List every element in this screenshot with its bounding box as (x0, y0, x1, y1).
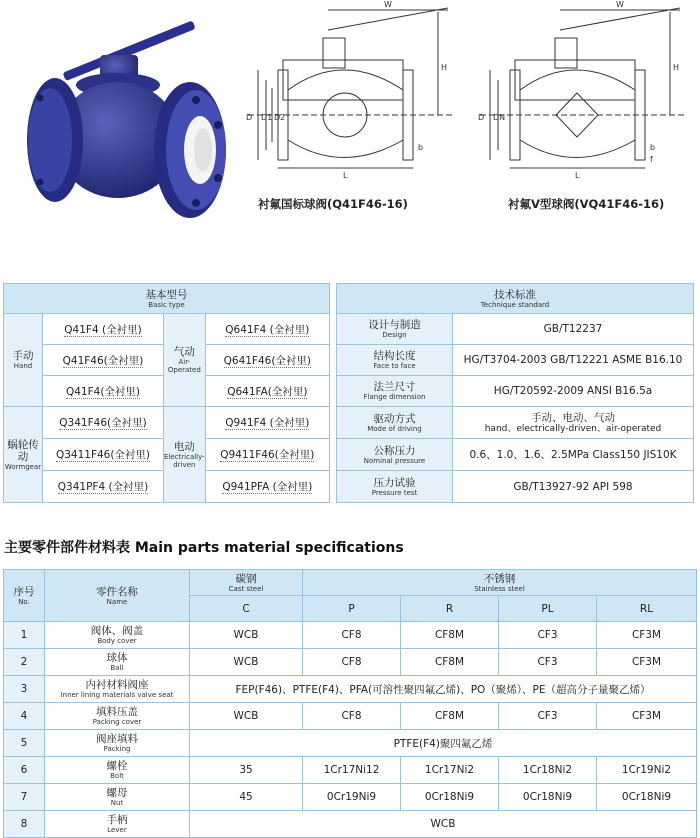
mat-cell: CF3M (597, 703, 697, 730)
model-cell: Q3411F46(全衬里) (43, 439, 164, 471)
mat-cell: 0Cr18Ni9 (499, 784, 597, 811)
model-cell: Q341F46(全衬里) (43, 407, 164, 439)
part-name: 阀座填料 Packing (45, 730, 190, 757)
mat-cell: 1Cr17Ni12 (303, 757, 401, 784)
col-p: P (303, 596, 401, 622)
group-wormgear: 蜗轮传动 Wormgear (4, 407, 43, 503)
mat-cell: CF8M (401, 703, 499, 730)
part-name: 填料压盖 Packing cover (45, 703, 190, 730)
model-cell: Q941PFA (全衬里) (205, 471, 329, 503)
label-b: b (418, 143, 424, 152)
basic-type-header: 基本型号 Basic type (4, 284, 330, 314)
group-electric: 电动 Electrically-driven (164, 407, 206, 503)
label-h-2: H (673, 63, 680, 72)
row-no: 7 (4, 784, 45, 811)
group-hand: 手动 Hand (4, 314, 43, 407)
caption-drawing-1: 衬氟国标球阀(Q41F46-16) (258, 197, 408, 211)
model-cell: Q41F4 (全衬里) (43, 314, 164, 345)
model-cell: Q941F4 (全衬里) (205, 407, 329, 439)
row-no: 3 (4, 676, 45, 703)
mat-cell: CF8 (303, 703, 401, 730)
row-no: 5 (4, 730, 45, 757)
tech-value: 手动、电动、气动 hand、electrically-driven、air-operated (453, 407, 694, 439)
col-r: R (401, 596, 499, 622)
mat-cell: CF3 (499, 703, 597, 730)
hdr-name: 零件名称 Name (45, 570, 190, 622)
label-l-2: L (575, 171, 580, 180)
mat-cell: CF8M (401, 649, 499, 676)
col-c: C (190, 596, 303, 622)
label-d1: D1 (261, 113, 273, 122)
hdr-cast-steel: 碳钢 Cast steel (190, 570, 303, 596)
mat-cell: WCB (190, 622, 303, 649)
mat-cell: WCB (190, 703, 303, 730)
basic-type-table (3, 283, 330, 503)
tech-label: 公称压力 Nominal pressure (337, 439, 453, 471)
model-cell: Q41F46(全衬里) (43, 345, 164, 376)
part-name: 螺栓 Bolt (45, 757, 190, 784)
tech-header: 技术标准 Technique standard (337, 284, 694, 314)
model-cell: Q641FA(全衬里) (205, 376, 329, 407)
mat-cell: 1Cr19Ni2 (597, 757, 697, 784)
mat-cell: CF8M (401, 622, 499, 649)
mat-span-cell: PTFE(F4)聚四氟乙烯 (190, 730, 697, 757)
label-dn-2: DN (493, 113, 506, 122)
mat-cell: WCB (190, 649, 303, 676)
mat-cell: CF8 (303, 622, 401, 649)
mat-span-cell: WCB (190, 811, 697, 838)
row-no: 1 (4, 622, 45, 649)
mat-cell: 0Cr18Ni9 (597, 784, 697, 811)
mat-cell: CF3 (499, 649, 597, 676)
model-cell: Q641F4 (全衬里) (205, 314, 329, 345)
valve-drawing-2 (470, 0, 700, 200)
model-cell: Q9411F46(全衬里) (205, 439, 329, 471)
row-no: 8 (4, 811, 45, 838)
materials-table (3, 569, 697, 838)
model-cell: Q641F46(全衬里) (205, 345, 329, 376)
label-d: D (246, 113, 253, 122)
mat-cell: 0Cr18Ni9 (401, 784, 499, 811)
model-cell: Q41F4(全衬里) (43, 376, 164, 407)
tech-label: 法兰尺寸 Flange dimension (337, 376, 453, 407)
mat-cell: 45 (190, 784, 303, 811)
technique-standard-table (336, 283, 694, 503)
mat-cell: 0Cr19Ni9 (303, 784, 401, 811)
tech-value: 0.6、1.0、1.6、2.5MPa Class150 JIS10K (453, 439, 694, 471)
row-no: 4 (4, 703, 45, 730)
part-name: 球体 Ball (45, 649, 190, 676)
section-title: 主要零件部件材料表 Main parts material specifications (4, 540, 404, 556)
mat-span-cell: FEP(F46)、PTFE(F4)、PFA(可溶性聚四氟乙烯)、PO（聚烯）、PE（超高分子量聚乙烯） (190, 676, 697, 703)
valve-photo (0, 0, 235, 230)
label-b-2: b (650, 143, 656, 152)
tech-value: HG/T20592-2009 ANSI B16.5a (453, 376, 694, 407)
tech-label: 设计与制造 Design (337, 314, 453, 345)
part-name: 阀体、阀盖 Body cover (45, 622, 190, 649)
label-w-2: W (616, 0, 624, 9)
part-name: 内衬材料阀座 Inner lining materials valve seat (45, 676, 190, 703)
tech-label: 结构长度 Face to face (337, 345, 453, 376)
tech-value: GB/T13927-92 API 598 (453, 471, 694, 503)
mat-cell: 35 (190, 757, 303, 784)
mat-cell: CF3 (499, 622, 597, 649)
model-cell: Q341PF4 (全衬里) (43, 471, 164, 503)
label-h: H (441, 63, 448, 72)
label-w: W (384, 0, 392, 9)
mat-cell: 1Cr18Ni2 (499, 757, 597, 784)
mat-cell: CF3M (597, 622, 697, 649)
hdr-stainless: 不锈钢 Stainless steel (303, 570, 697, 596)
part-name: 螺母 Nut (45, 784, 190, 811)
label-d-2: D (478, 113, 485, 122)
mat-cell: CF8 (303, 649, 401, 676)
tech-label: 驱动方式 Mode of driving (337, 407, 453, 439)
label-f-2: f (650, 155, 653, 164)
caption-drawing-2: 衬氟V型球阀(VQ41F46-16) (508, 197, 665, 211)
row-no: 6 (4, 757, 45, 784)
mat-cell: 1Cr17Ni2 (401, 757, 499, 784)
col-pl: PL (499, 596, 597, 622)
tech-label: 压力试验 Pressure test (337, 471, 453, 503)
row-no: 2 (4, 649, 45, 676)
valve-drawing-1 (238, 0, 468, 200)
hdr-no: 序号 No. (4, 570, 45, 622)
label-l: L (343, 171, 348, 180)
mat-cell: CF3M (597, 649, 697, 676)
group-air: 气动 Air-Operated (164, 314, 206, 407)
col-rl: RL (597, 596, 697, 622)
tech-value: HG/T3704-2003 GB/T12221 ASME B16.10 (453, 345, 694, 376)
label-d2: D2 (274, 113, 286, 122)
tech-value: GB/T12237 (453, 314, 694, 345)
part-name: 手柄 Lever (45, 811, 190, 838)
